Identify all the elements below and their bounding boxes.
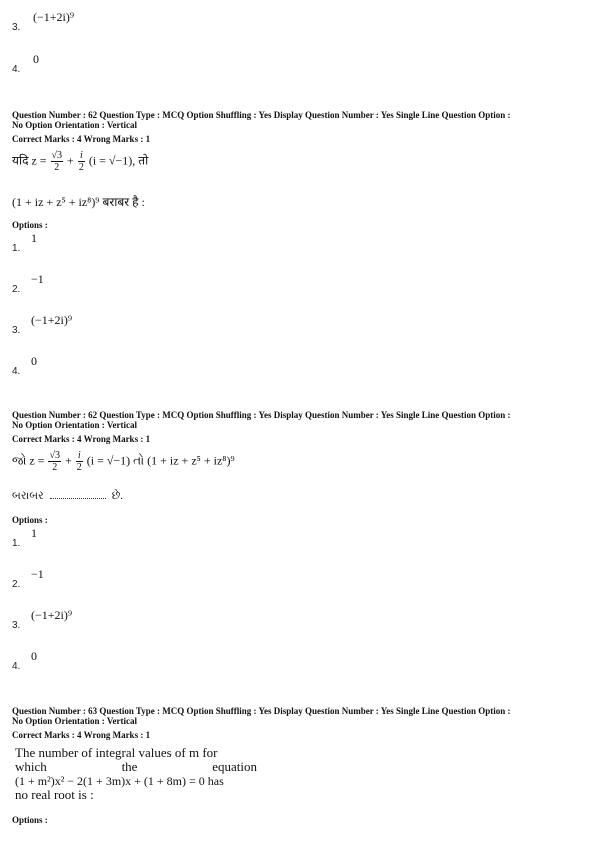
header-line: Question Number : 62 Question Type : MCQ Option Shuffling : Yes Display Question Number : Yes Single Line Question Option : xyxy=(12,410,511,420)
option-value: −1 xyxy=(31,567,44,581)
stem-equation: (1 + m²)x² − 2(1 + 3m)x + (1 + 8m) = 0 has xyxy=(15,774,224,788)
option-value: (−1+2i)⁹ xyxy=(33,10,75,24)
marks-line: Correct Marks : 4 Wrong Marks : 1 xyxy=(12,730,151,740)
header-line: No Option Orientation : Vertical xyxy=(12,716,137,726)
option-value: 0 xyxy=(31,354,37,368)
fraction xyxy=(51,150,64,173)
option-number: 2. xyxy=(12,284,21,295)
stem-word: which xyxy=(15,759,47,774)
stem-line: no real root is : xyxy=(15,787,94,802)
question-header xyxy=(12,110,510,130)
option-value: 1 xyxy=(31,526,37,540)
stem-line xyxy=(15,760,257,774)
option-number: 2. xyxy=(12,579,21,590)
option-number: 1. xyxy=(12,243,21,254)
question-header xyxy=(12,410,510,430)
question-line2 xyxy=(12,490,123,503)
stem-word: the xyxy=(121,759,138,774)
option-value: −1 xyxy=(31,272,44,286)
question-expression: (1 + iz + z⁵ + iz⁸)⁹ बराबर है : xyxy=(12,195,145,209)
question-stem xyxy=(15,746,260,802)
fraction xyxy=(48,450,61,473)
stem-line: The number of integral values of m for xyxy=(15,745,218,760)
fraction-denominator: 2 xyxy=(76,462,82,473)
plus-sign: + xyxy=(64,453,72,468)
line2-end: છે. xyxy=(111,490,124,502)
fraction-numerator: √3 xyxy=(49,450,60,461)
option-value: 0 xyxy=(31,649,37,663)
option-number: 1. xyxy=(12,538,21,549)
question-stem xyxy=(12,150,148,173)
fraction-numerator: √3 xyxy=(51,150,63,161)
line2-word: બરાબર xyxy=(12,490,44,502)
option-number: 3. xyxy=(12,325,21,336)
option-value: 1 xyxy=(31,231,37,245)
fraction-denominator: 2 xyxy=(78,162,84,173)
plus-sign: + xyxy=(67,153,74,168)
option-number: 3. xyxy=(12,22,21,33)
option-value: 0 xyxy=(33,52,39,66)
fraction-denominator: 2 xyxy=(52,462,58,473)
stem-condition: (i = √−1), तो xyxy=(88,153,149,168)
question-header xyxy=(12,706,510,726)
fraction-numerator: i xyxy=(76,450,83,462)
answer-blank xyxy=(50,497,106,499)
fraction xyxy=(78,150,85,173)
options-label: Options : xyxy=(12,220,48,230)
option-number: 4. xyxy=(12,661,21,672)
header-line: No Option Orientation : Vertical xyxy=(12,420,137,430)
fraction-numerator: i xyxy=(78,150,85,162)
fraction xyxy=(76,450,83,473)
header-line: Question Number : 63 Question Type : MCQ Option Shuffling : Yes Display Question Number : Yes Single Line Question Option : xyxy=(12,706,511,716)
fraction-denominator: 2 xyxy=(54,162,60,173)
header-line: Question Number : 62 Question Type : MCQ Option Shuffling : Yes Display Question Number : Yes Single Line Question Option : xyxy=(12,110,511,120)
stem-word: equation xyxy=(212,759,257,774)
header-line: No Option Orientation : Vertical xyxy=(12,120,137,130)
option-number: 3. xyxy=(12,620,21,631)
marks-line: Correct Marks : 4 Wrong Marks : 1 xyxy=(12,134,151,144)
option-number: 4. xyxy=(12,64,21,75)
stem-prefix: જો z = xyxy=(12,453,45,468)
options-label: Options : xyxy=(12,815,48,825)
options-label: Options : xyxy=(12,515,48,525)
stem-condition: (i = √−1) તો (1 + iz + z⁵ + iz⁸)⁹ xyxy=(86,453,235,468)
marks-line: Correct Marks : 4 Wrong Marks : 1 xyxy=(12,434,151,444)
stem-prefix: यदि z = xyxy=(12,153,47,168)
question-stem xyxy=(12,450,235,473)
option-value: (−1+2i)⁹ xyxy=(31,608,73,622)
option-number: 4. xyxy=(12,366,21,377)
option-value: (−1+2i)⁹ xyxy=(31,313,73,327)
